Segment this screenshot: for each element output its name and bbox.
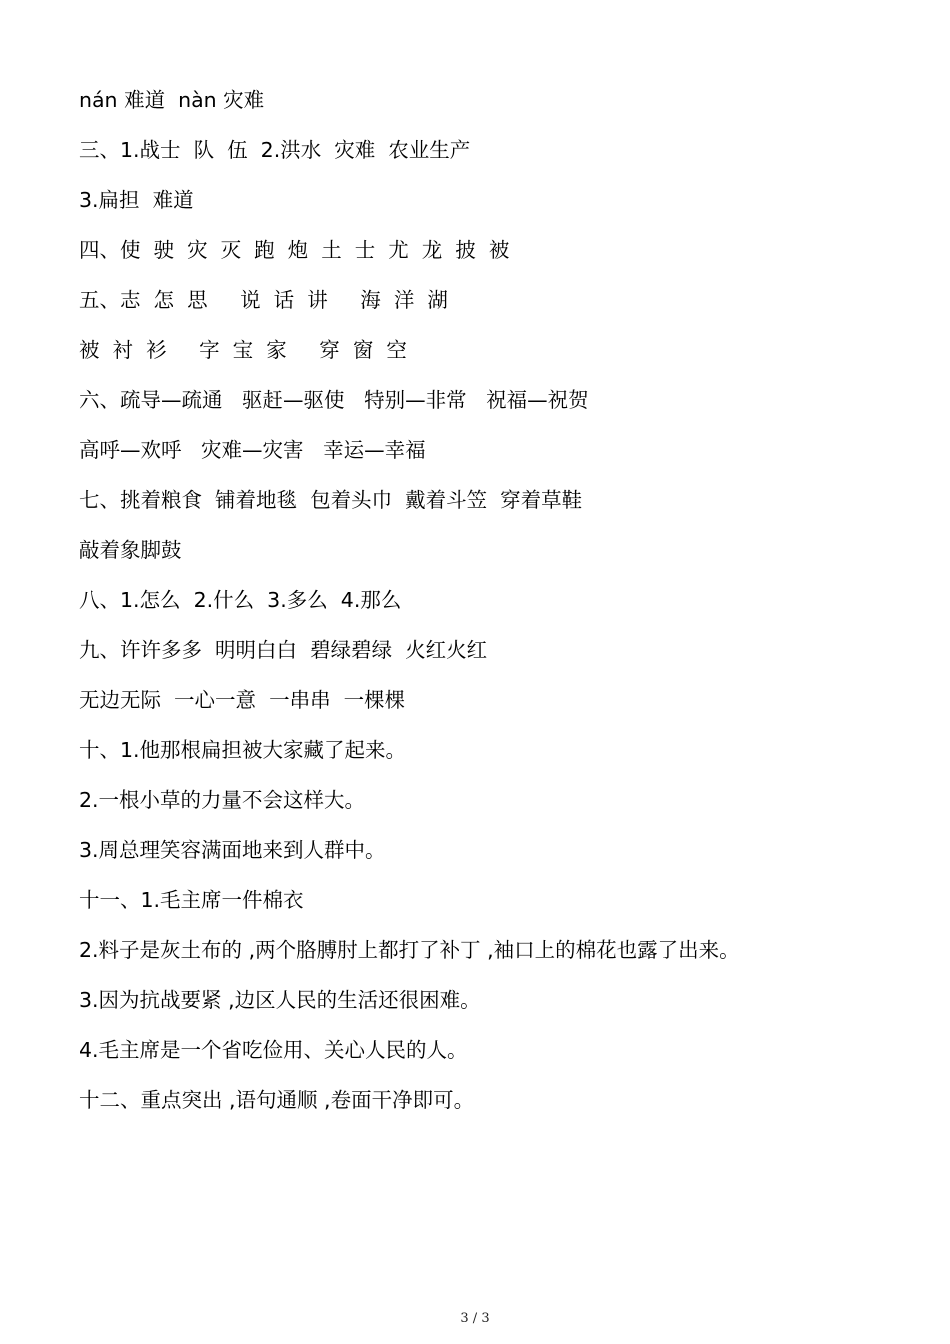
text-line-section-10: 十、1.他那根扁担被大家藏了起来。: [79, 738, 407, 762]
text-line-section-10-item-3: 3.周总理笑容满面地来到人群中。: [79, 838, 386, 862]
text-line-pinyin: nán 难道 nàn 灾难: [79, 88, 265, 112]
text-line-section-11: 十一、1.毛主席一件棉衣: [79, 888, 304, 912]
text-line-section-11-item-3: 3.因为抗战要紧 ,边区人民的生活还很困难。: [79, 988, 481, 1012]
text-line-section-5: 五、志 怎 思 说 话 讲 海 洋 湖: [79, 288, 448, 312]
text-line-section-3-cont: 3.扁担 难道: [79, 188, 194, 212]
page-number: 3 / 3: [460, 1311, 490, 1326]
text-line-section-4: 四、使 驶 灾 灭 跑 炮 土 士 尤 龙 披 被: [79, 238, 510, 262]
text-line-section-6: 六、疏导—疏通 驱赶—驱使 特别—非常 祝福—祝贺: [79, 388, 589, 412]
text-line-section-7: 七、挑着粮食 铺着地毯 包着头巾 戴着斗笠 穿着草鞋: [79, 488, 583, 512]
text-line-section-11-item-2: 2.料子是灰土布的 ,两个胳膊肘上都打了补丁 ,袖口上的棉花也露了出来。: [79, 938, 740, 962]
text-line-section-3: 三、1.战士 队 伍 2.洪水 灾难 农业生产: [79, 138, 471, 162]
text-line-section-7-cont: 敲着象脚鼓: [79, 538, 182, 562]
text-line-section-11-item-4: 4.毛主席是一个省吃俭用、关心人民的人。: [79, 1038, 468, 1062]
text-line-section-12: 十二、重点突出 ,语句通顺 ,卷面干净即可。: [79, 1088, 475, 1112]
text-line-section-10-item-2: 2.一根小草的力量不会这样大。: [79, 788, 366, 812]
text-line-section-9-cont: 无边无际 一心一意 一串串 一棵棵: [79, 688, 406, 712]
text-line-section-6-cont: 高呼—欢呼 灾难—灾害 幸运—幸福: [79, 438, 426, 462]
answer-text-block: [79, 84, 919, 1134]
text-line-section-8: 八、1.怎么 2.什么 3.多么 4.那么: [79, 588, 402, 612]
text-line-section-9: 九、许许多多 明明白白 碧绿碧绿 火红火红: [79, 638, 488, 662]
text-line-section-5-cont: 被 衬 衫 字 宝 家 穿 窗 空: [79, 338, 407, 362]
